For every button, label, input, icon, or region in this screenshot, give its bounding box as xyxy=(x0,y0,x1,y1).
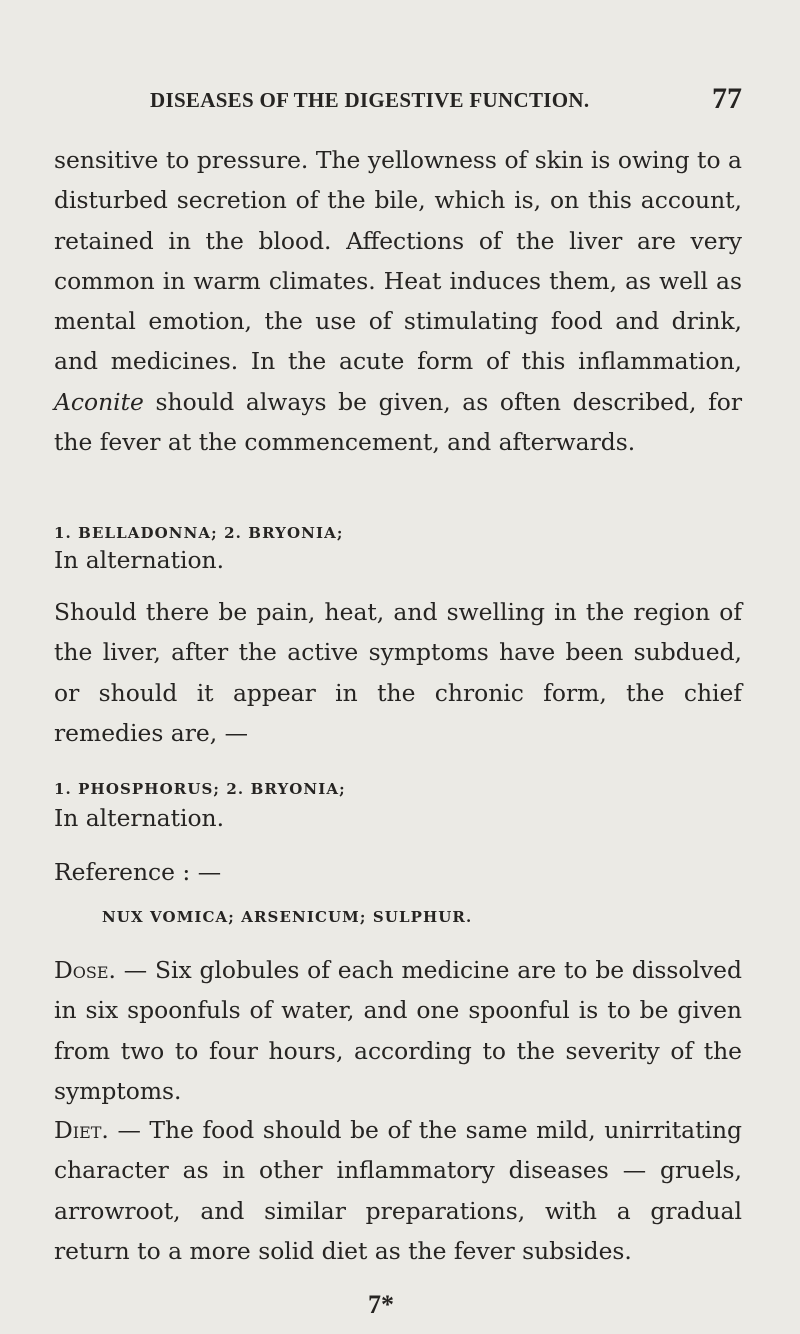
aconite-remedy: Aconite xyxy=(54,387,144,416)
remedies-list-acute: 1. BELLADONNA; 2. BRYONIA; xyxy=(54,524,344,542)
dose-text: — Six globules of each medicine are to be dissolved in six spoonfuls of water, and one spoonful is to be given from two to four hours, according to the severity of the symptoms. xyxy=(54,956,742,1105)
paragraph-liver-affections xyxy=(54,140,742,462)
reference-remedies: NUX VOMICA; ARSENICUM; SULPHUR. xyxy=(102,908,473,926)
dose-paragraph xyxy=(54,950,742,1111)
paragraph-chronic-form: Should there be pain, heat, and swelling in the region of the liver, after the active symptoms have been subdued, or should it appear in the chronic form, the chief remedies are, — xyxy=(54,598,742,747)
page-number: 77 xyxy=(712,82,742,115)
diet-label: Diet. xyxy=(54,1116,109,1144)
diet-paragraph xyxy=(54,1110,742,1271)
paragraph1-text: sensitive to pressure. The yellowness of skin is owing to a disturbed secretion of the bile, which is, on this account, retained in the blood. Affections of the liver are very common in warm climates. Heat induces them, as well as mental emotion, the use of stimulating food and drink, and medicines. In the acute form of this inflammation, xyxy=(54,146,742,376)
alternation-note: In alternation. xyxy=(54,546,225,574)
reference-label: Reference : — xyxy=(54,858,222,886)
alternation-note-2: In alternation. xyxy=(54,804,225,832)
remedies-list-chronic: 1. PHOSPHORUS; 2. BRYONIA; xyxy=(54,780,346,798)
dose-label: Dose. xyxy=(54,956,116,984)
diet-text: — The food should be of the same mild, unirritating character as in other inflammatory diseases — gruels, arrowroot, and similar preparations, with a gradual return to a more solid diet as the fever subsides. xyxy=(54,1116,742,1265)
paragraph1-text-end: should always be given, as often described, for the fever at the commencement, and afterwards. xyxy=(54,387,742,457)
running-head: DISEASES OF THE DIGESTIVE FUNCTION. xyxy=(150,88,590,112)
signature-mark: 7* xyxy=(368,1290,394,1319)
